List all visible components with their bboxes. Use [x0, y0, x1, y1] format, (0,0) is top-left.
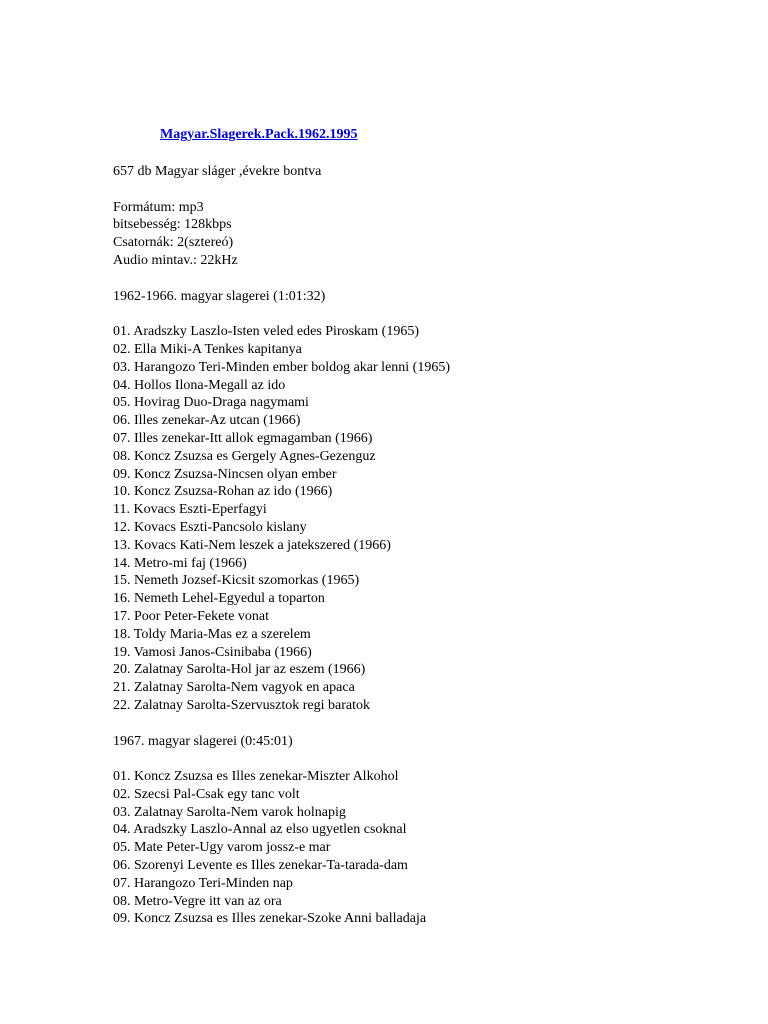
- track-item: 22. Zalatnay Sarolta-Szervusztok regi baratok: [113, 697, 370, 713]
- track-item: 08. Koncz Zsuzsa es Gergely Agnes-Gezenguz: [113, 448, 376, 464]
- track-item: 09. Koncz Zsuzsa-Nincsen olyan ember: [113, 466, 337, 482]
- track-item: 03. Harangozo Teri-Minden ember boldog akar lenni (1965): [113, 359, 450, 375]
- track-item: 08. Metro-Vegre itt van az ora: [113, 893, 282, 909]
- spec-format: Formátum: mp3: [113, 199, 204, 215]
- section-heading: 1962-1966. magyar slagerei (1:01:32): [113, 288, 326, 304]
- spacer: [113, 305, 733, 323]
- spec-samplerate: Audio mintav.: 22kHz: [113, 252, 238, 268]
- track-item: 02. Szecsi Pal-Csak egy tanc volt: [113, 786, 300, 802]
- track-item: 01. Koncz Zsuzsa es Illes zenekar-Miszter Alkohol: [113, 769, 399, 785]
- track-item: 04. Hollos Ilona-Megall az ido: [113, 377, 286, 393]
- track-item: 19. Vamosi Janos-Csinibaba (1966): [113, 644, 312, 660]
- spec-channels: Csatornák: 2(sztereó): [113, 235, 234, 251]
- track-item: 14. Metro-mi faj (1966): [113, 555, 247, 571]
- title-link[interactable]: Magyar.Slagerek.Pack.1962.1995: [160, 127, 358, 142]
- track-item: 01. Aradszky Laszlo-Isten veled edes Piroskam (1965): [113, 324, 419, 340]
- track-item: 10. Koncz Zsuzsa-Rohan az ido (1966): [113, 484, 333, 500]
- track-item: 17. Poor Peter-Fekete vonat: [113, 608, 270, 624]
- intro-text: 657 db Magyar sláger ,évekre bontva: [113, 164, 322, 179]
- track-item: 11. Kovacs Eszti-Eperfagyi: [113, 502, 267, 518]
- track-item: 13. Kovacs Kati-Nem leszek a jatekszered (1966): [113, 537, 391, 553]
- track-item: 05. Mate Peter-Ugy varom jossz-e mar: [113, 840, 331, 856]
- document-body: [113, 126, 733, 928]
- track-item: 12. Kovacs Eszti-Pancsolo kislany: [113, 519, 307, 535]
- spacer: [113, 715, 733, 733]
- track-item: 07. Harangozo Teri-Minden nap: [113, 875, 293, 891]
- track-item: 16. Nemeth Lehel-Egyedul a toparton: [113, 591, 325, 607]
- section-1967: [113, 733, 733, 929]
- track-item: 20. Zalatnay Sarolta-Hol jar az eszem (1966): [113, 662, 366, 678]
- track-item: 02. Ella Miki-A Tenkes kapitanya: [113, 341, 302, 357]
- track-item: 06. Illes zenekar-Az utcan (1966): [113, 413, 301, 429]
- track-item: 21. Zalatnay Sarolta-Nem vagyok en apaca: [113, 680, 355, 696]
- section-1962-1966: [113, 288, 733, 715]
- track-item: 07. Illes zenekar-Itt allok egmagamban (1966): [113, 430, 373, 446]
- track-list: [113, 768, 733, 928]
- track-item: 06. Szorenyi Levente es Illes zenekar-Ta-tarada-dam: [113, 858, 408, 874]
- track-list: [113, 323, 733, 715]
- spacer: [113, 181, 733, 199]
- title-row: [113, 126, 733, 144]
- specs-block: [113, 199, 733, 270]
- spacer: [113, 270, 733, 288]
- track-item: 18. Toldy Maria-Mas ez a szerelem: [113, 626, 311, 642]
- section-heading: 1967. magyar slagerei (0:45:01): [113, 733, 293, 749]
- track-item: 05. Hovirag Duo-Draga nagymami: [113, 395, 309, 411]
- spacer: [113, 750, 733, 768]
- track-item: 04. Aradszky Laszlo-Annal az elso ugyetlen csoknal: [113, 822, 407, 838]
- spec-bitrate: bitsebesség: 128kbps: [113, 217, 232, 233]
- track-item: 15. Nemeth Jozsef-Kicsit szomorkas (1965): [113, 573, 360, 589]
- track-item: 09. Koncz Zsuzsa es Illes zenekar-Szoke Anni balladaja: [113, 911, 427, 927]
- track-item: 03. Zalatnay Sarolta-Nem varok holnapig: [113, 804, 346, 820]
